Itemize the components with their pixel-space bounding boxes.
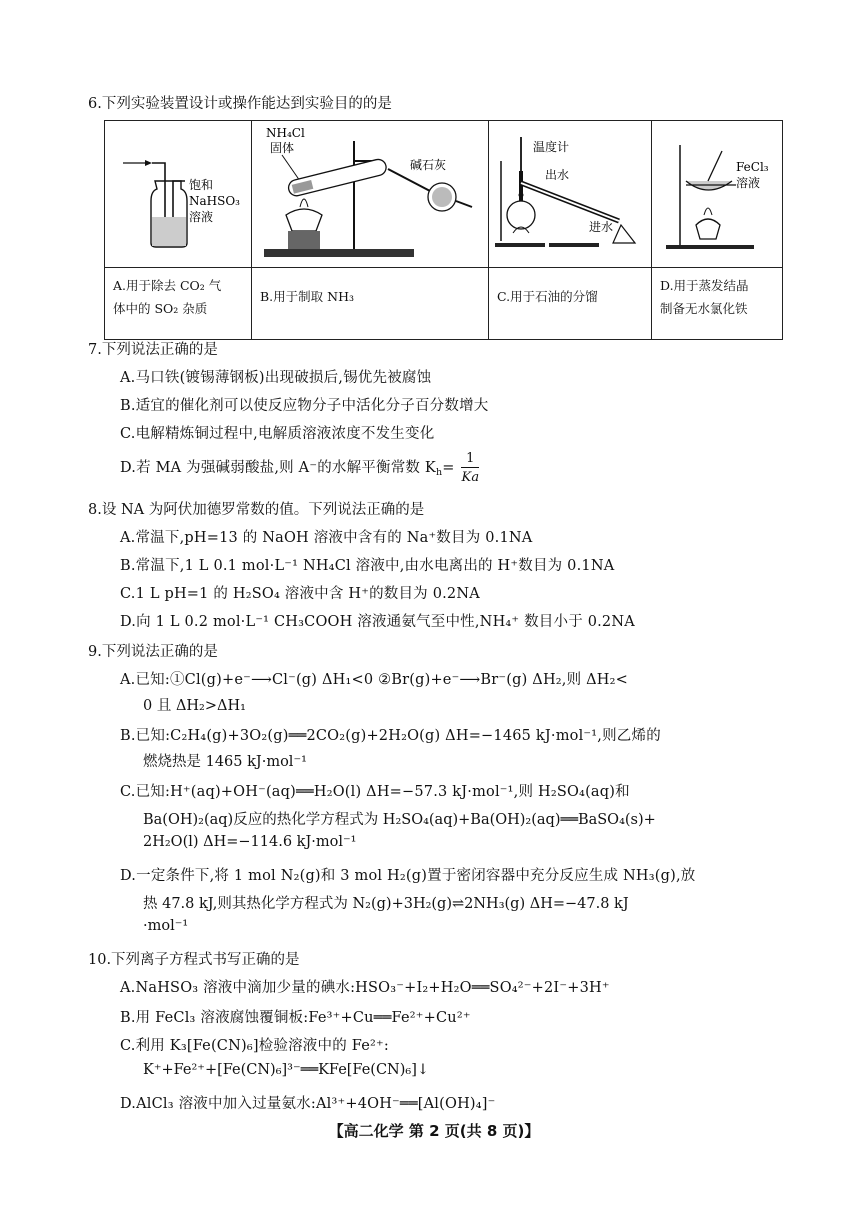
evaporation-figure [652,121,782,267]
q7-d-eq: = [442,460,455,476]
q9-stem: 9.下列说法正确的是 [88,644,218,660]
q9-option-c-line3: 2H₂O(l) ΔH=−114.6 kJ·mol⁻¹ [143,834,357,850]
q6-pic-d [652,121,783,268]
label-solid: 固体 [270,141,295,155]
q6-pic-b [252,121,489,268]
q6-pic-c [489,121,652,268]
q6-caption-d [652,268,783,340]
q9-option-b-line2: 燃烧热是 1465 kJ·mol⁻¹ [143,754,307,770]
label-fecl3: FeCl₃ [736,160,769,174]
q10-option-c-line1: C.利用 K₃[Fe(CN)₆]检验溶液中的 Fe²⁺: [120,1038,389,1054]
q6-stem: 6.下列实验装置设计或操作能达到实验目的的是 [88,96,392,112]
q8-option-c: C.1 L pH=1 的 H₂SO₄ 溶液中含 H⁺的数目为 0.2NA [120,586,480,602]
q6-pic-a [105,121,252,268]
q8-stem: 8.设 NA 为阿伏加德罗常数的值。下列说法正确的是 [88,502,425,518]
q6-caption-b: B.用于制取 NH₃ [252,268,489,340]
gas-washing-bottle-figure [105,121,251,267]
label-water-in: 进水 [589,220,614,234]
fraction-denominator: Ka [461,470,480,485]
q6-caption-a [105,268,252,340]
label-fecl3-solution: 溶液 [736,176,761,190]
label-nahso3: NaHSO₃ [189,194,240,208]
q9-option-a-line1: A.已知:①Cl(g)+e⁻⟶Cl⁻(g) ΔH₁<0 ②Br(g)+e⁻⟶Br⁻(g) ΔH₂,则 ΔH₂< [120,672,628,688]
q7-option-c: C.电解精炼铜过程中,电解质溶液浓度不发生变化 [120,426,435,442]
label-solution: 溶液 [189,210,214,224]
q7-d-text: D.若 MA 为强碱弱酸盐,则 A⁻的水解平衡常数 K [120,460,436,476]
q9-option-c-line1: C.已知:H⁺(aq)+OH⁻(aq)══H₂O(l) ΔH=−57.3 kJ·mol⁻¹,则 H₂SO₄(aq)和 [120,784,630,800]
q10-option-b: B.用 FeCl₃ 溶液腐蚀覆铜板:Fe³⁺+Cu══Fe²⁺+Cu²⁺ [120,1010,471,1026]
q7-option-b: B.适宜的催化剂可以使反应物分子中活化分子百分数增大 [120,398,489,414]
fraction-numerator: 1 [461,452,479,468]
q9-option-d-line3: ·mol⁻¹ [143,918,189,934]
label-water-out: 出水 [545,168,570,182]
caption-d-line2: 制备无水氯化铁 [660,301,748,316]
label-soda-lime: 碱石灰 [410,158,447,172]
caption-a-line1: A.用于除去 CO₂ 气 [113,278,222,293]
q9-option-d-line1: D.一定条件下,将 1 mol N₂(g)和 3 mol H₂(g)置于密闭容器中充分反应生成 NH₃(g),放 [120,868,696,884]
caption-a-line2: 体中的 SO₂ 杂质 [113,301,208,316]
q10-option-a: A.NaHSO₃ 溶液中滴加少量的碘水:HSO₃⁻+I₂+H₂O══SO₄²⁻+2I⁻+3H⁺ [120,980,610,996]
ammonia-prep-figure [252,121,488,267]
q7-option-a: A.马口铁(镀锡薄钢板)出现破损后,锡优先被腐蚀 [120,370,432,386]
q6-apparatus-table [104,120,783,340]
q7-d-sub: h [435,467,443,478]
fraction [461,452,479,484]
q6-caption-c: C.用于石油的分馏 [489,268,652,340]
label-nh4cl: NH₄Cl [266,126,305,140]
page-footer: 【高二化学 第 2 页(共 8 页)】 [328,1122,540,1140]
q10-stem: 10.下列离子方程式书写正确的是 [88,952,300,968]
q9-option-d-line2: 热 47.8 kJ,则其热化学方程式为 N₂(g)+3H₂(g)⇌2NH₃(g) ΔH=−47.8 kJ [143,896,629,912]
q7-option-d [120,452,481,484]
q9-option-a-line2: 0 且 ΔH₂>ΔH₁ [143,698,246,714]
q9-option-c-line2: Ba(OH)₂(aq)反应的热化学方程式为 H₂SO₄(aq)+Ba(OH)₂(aq)══BaSO₄(s)+ [143,812,656,828]
q9-option-b-line1: B.已知:C₂H₄(g)+3O₂(g)══2CO₂(g)+2H₂O(g) ΔH=−1465 kJ·mol⁻¹,则乙烯的 [120,728,661,744]
q10-option-c-line2: K⁺+Fe²⁺+[Fe(CN)₆]³⁻══KFe[Fe(CN)₆]↓ [143,1062,429,1078]
caption-d-line1: D.用于蒸发结晶 [660,278,749,293]
label-saturated: 饱和 [189,178,214,192]
q8-option-d: D.向 1 L 0.2 mol·L⁻¹ CH₃COOH 溶液通氨气至中性,NH₄⁺ 数目小于 0.2NA [120,614,635,630]
distillation-figure [489,121,651,267]
label-thermometer: 温度计 [533,140,570,154]
q8-option-a: A.常温下,pH=13 的 NaOH 溶液中含有的 Na⁺数目为 0.1NA [120,530,533,546]
q8-option-b: B.常温下,1 L 0.1 mol·L⁻¹ NH₄Cl 溶液中,由水电离出的 H⁺数目为 0.1NA [120,558,615,574]
q10-option-d: D.AlCl₃ 溶液中加入过量氨水:Al³⁺+4OH⁻══[Al(OH)₄]⁻ [120,1096,496,1112]
q7-stem: 7.下列说法正确的是 [88,342,218,358]
